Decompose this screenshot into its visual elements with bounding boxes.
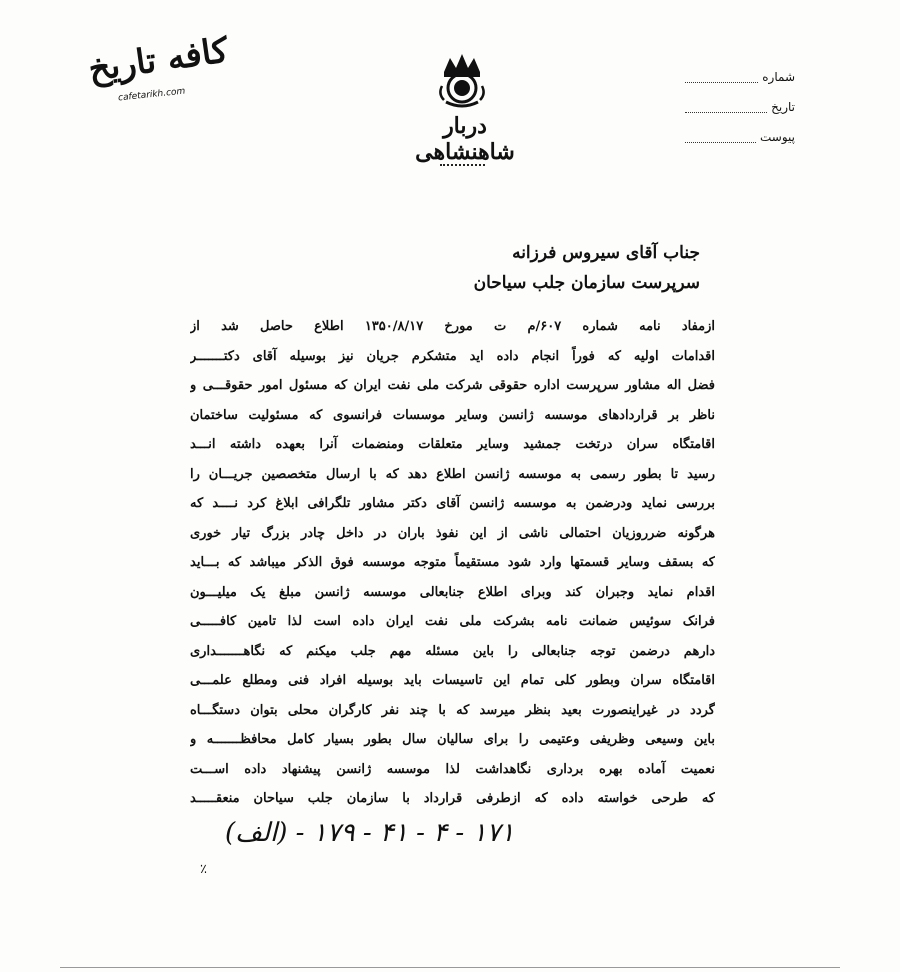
- attachment-field: [685, 122, 795, 152]
- watermark-url: cafetarikh.com: [117, 86, 186, 104]
- body-line: اقامتگاه سران وبطور کلی تمام این تاسیسات باید بوسیله افراد فنی ومطلع علمـــی: [190, 673, 715, 688]
- date-blank: [685, 102, 767, 113]
- foot-mark: ٪: [200, 862, 207, 877]
- number-label: شماره: [762, 70, 795, 84]
- body-line: باین وسیعی وظریفی وعتیمی را برای سالیان سال بطور بسیار کامل محافظـــــــه و: [190, 732, 715, 747]
- court-title: دربار شاهنشاهی: [415, 113, 515, 165]
- body-line: بررسی نماید ودرضمن به موسسه ژانسن آقای دکتر مشاور تلگرافی ابلاغ کرد نــــد که: [190, 496, 715, 511]
- body-line: دارهم درضمن توجه جنابعالی را باین مسئله مهم جلب میکنم که نگاهـــــــداری: [190, 643, 715, 659]
- body-line: ازمفاد نامه شماره ۶۰۷/م ت مورخ ۱۳۵۰/۸/۱۷ اطلاع حاصل شد از: [190, 319, 715, 334]
- addressee-title: سرپرست سازمان جلب سیاحان: [473, 273, 700, 293]
- body-line: ناظر بر قراردادهای موسسه ژانسن وسایر موسسات فرانسوی که مسئولیت ساختمان: [190, 407, 715, 423]
- letter-body: [190, 312, 715, 814]
- addressee-name: جناب آقای سیروس فرزانه: [512, 243, 700, 263]
- watermark-text: کافه تاریخ: [85, 30, 231, 90]
- bottom-divider: [60, 967, 840, 968]
- body-line: اقامتگاه سران درتخت جمشید وسایر متعلقات ومنضمات آنرا بعهده داشته انـــد: [190, 437, 715, 452]
- body-line: هرگونه ضرروزیان احتمالی ناشی از این نفوذ باران در داخل چادر بزرگ تیار خوری: [190, 525, 715, 541]
- addressee: [474, 238, 700, 298]
- body-line: رسید تا بطور رسمی به موسسه ژانسن اطلاع دهد که با ارسال متخصصین جریـــان را: [190, 466, 715, 482]
- reference-fields: [685, 62, 795, 152]
- body-line: که بسقف وسایر قسمتها وارد شود مستقیماً متوجه موسسه فوق الذکر میباشد که بـــاید: [190, 555, 715, 570]
- body-line: اقدام نماید وجبران کند وبرای اطلاع جنابعالی موسسه ژانسن مبلغ یک میلیـــون: [190, 584, 715, 600]
- body-line: اقدامات اولیه که فوراً انجام داده اید متشکرم جریان نیز بوسیله آقای دکتـــــــر: [190, 348, 715, 364]
- body-line: گردد در غیراینصورت بعید بنظر میرسد که با چند نفر کارگران محلی بتوان دستگـــاه: [190, 702, 715, 718]
- number-field: [685, 62, 795, 92]
- date-field: [685, 92, 795, 122]
- watermark-logo: [85, 30, 231, 110]
- body-line: نعمیت آماده بهره برداری نگاهداشت لذا موسسه ژانسن پیشنهاد داده اســـت: [190, 761, 715, 777]
- body-line: فضل اله مشاور سرپرست اداره حقوقی شرکت ملی نفت ایران که مسئول امور حقوقـــی و: [190, 378, 715, 393]
- date-label: تاریخ: [771, 100, 795, 114]
- attachment-label: پیوست: [760, 130, 795, 144]
- number-blank: [685, 72, 758, 83]
- crown-lion-emblem-icon: [432, 50, 492, 110]
- body-line: که طرحی خواسته داده که ازطرفی قرارداد با سازمان جلب سیاحان منعقـــــد: [190, 791, 715, 806]
- handwritten-reference: (الف) - ۱۷۱ - ۴ - ۴۱ - ۱۷۹: [225, 818, 515, 848]
- title-divider: [440, 164, 485, 169]
- body-line: فرانک سوئیس ضمانت نامه بشرکت ملی نفت ایران داده است لذا تامین کافـــــی: [190, 614, 715, 629]
- attachment-blank: [685, 132, 756, 143]
